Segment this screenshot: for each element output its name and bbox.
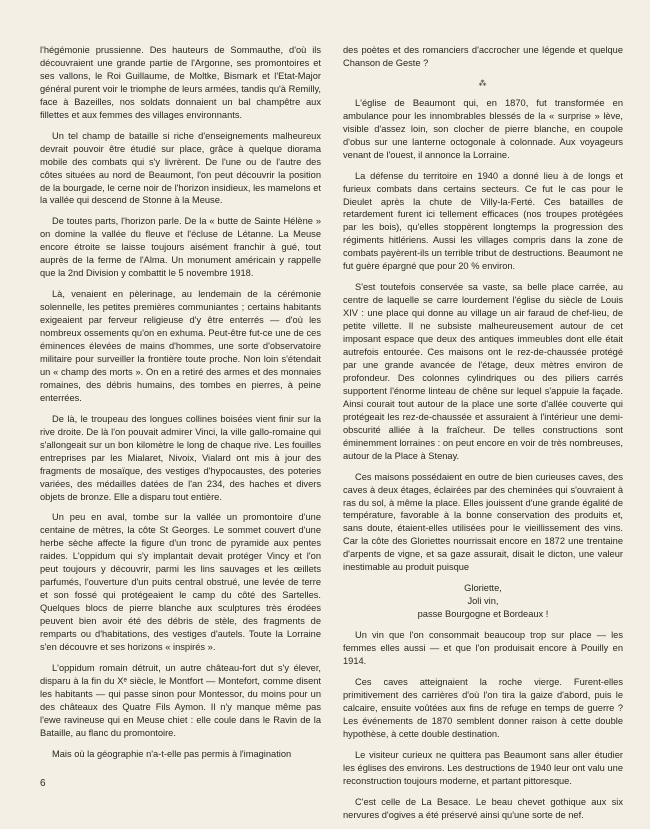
- paragraph: C'est celle de La Besace. Le beau chevet gothique aux six nervures d'ogives a été préservé ainsi qu'une sorte de nef.: [343, 796, 623, 820]
- section-separator: ⁂: [478, 78, 488, 88]
- paragraph: L'église de Beaumont qui, en 1870, fut transformée en ambulance pour les innombrables blessés de la « surprise » lève, visible d'assez loin, son clocher de pierre blanche, en coupole d'obus sur une lanterne octogonale à colonnade. Aux voyageurs venant de l'ouest, il annonce la Lorraine.: [343, 97, 623, 160]
- paragraph: La défense du territoire en 1940 a donné lieu à de longs et furieux combats dans certains secteurs. Ce fut le cas pour le Dieulet après la chute de Villy-la-Ferté. Ces batailles de retardement furent ici tellement efficaces (nos troupes protégées par les bois), qu'elles stoppèrent longtemps la progression des régiments hitlériens. Aussi les villages compris dans la zone de combats payèrent-ils un terrible tribut de destructions. Beaumont ne fut guère épargné que pour 20 % environ.: [343, 170, 623, 272]
- paragraph: l'hégémonie prussienne. Des hauteurs de Sommauthe, d'où ils découvraient une grande partie de l'Argonne, ses promontoires et ses vallons, le Roi Guillaume, de Moltke, Bismark et l'Etat-Major général purent voir le triomphe de leurs armées, tandis qu'à Remilly, face à Bazeilles, nos soldats donnaient un bal champêtre aux fillettes et aux femmes des villages environnants.: [40, 45, 321, 120]
- paragraph: Mais où la géographie n'a-t-elle pas permis à l'imagination: [52, 748, 292, 759]
- paragraph: Là, venaient en pèlerinage, au lendemain de la cérémonie solennelle, les petites premières communiantes ; certains habitants exigeaient par ferveur religieuse d'y être enterrés — d'où les nombreux ossements qu'on en exhuma. Peut-être fut-ce une de ces éminences élevées de mains d'hommes, une sorte d'observatoire militaire pour surveiller la frontière toute proche. Non loin s'étendait un « champ des morts ». On en a retiré des armes et des monnaies romaines, des débris humains, des tombes en pierres, à peine enterrées.: [40, 289, 321, 403]
- paragraph: Un vin que l'on consommait beaucoup trop sur place — les femmes elles aussi — et que l'on produisait encore à Pouilly en 1914.: [343, 630, 623, 666]
- paragraph: S'est toutefois conservée sa vaste, sa belle place carrée, au centre de laquelle se carre lourdement l'église du siècle de Louis XIV : une place qui donne au village un air faraud de chef-lieu, de petite villette. Il ne subsiste malheureusement autour de cet imposant espace que deux des antiques immeubles dont elle était autrefois entourée. Ces maisons ont le rez-de-chaussée protégé par une grande avancée de l'étage, deux mètres environ de profondeur. Des colonnes cylindriques ou des piliers carrés supportent l'énorme linteau de chêne sur lequel s'appuie la façade. Ainsi courait tout autour de la place une sorte d'allée couverte qui protégeait les rez-de-chaussée et assuraient à l'intérieur une demi-obscurité alliée à la fraîcheur. De telles constructions sont éminemment lorraines : on peut encore en voir de très nombreuses, autour de la Place à Stenay.: [343, 282, 623, 461]
- paragraph: Le visiteur curieux ne quittera pas Beaumont sans aller étudier les églises des environs. Les destructions de 1940 leur ont valu une reconstruction toujours moderne, et partant pittoresque.: [343, 749, 623, 786]
- poem-quote: [343, 582, 623, 621]
- paragraph: L'oppidum romain détruit, un autre château-fort dut s'y élever, disparu à la fin du Xᵉ siècle, le Montfort — Montefort, comme disent les habitants — qui passe sinon pour Montessor, du moins pour un des châteaux des Quatre Fils Aymon. Il n'y manque même pas l'ewe ravineuse qui en Meuse chiet : elle coule dans le Ravin de la Bataille, au flanc du promontoire.: [40, 662, 321, 738]
- poem-line: Joli vin,: [467, 596, 499, 607]
- right-column: [343, 44, 623, 829]
- poem-line: passe Bourgogne et Bordeaux !: [417, 609, 549, 620]
- paragraph: De là, le troupeau des longues collines boisées vient finir sur la rive droite. De là l'on pouvait admirer Vinci, la ville gallo-romaine qui s'allongeait sur un bon kilomètre le long de chaque rive. Les fouilles entreprises par les Mialaret, Nivoix, Vialard ont mis à jour des fragments de mosaïque, des vestiges d'hypocaustes, des poteries variées, des médailles datées de l'an 234, des haches et divers objets de bronze. Elle a disparu tout entière.: [40, 413, 321, 502]
- paragraph: Un peu en aval, tombe sur la vallée un promontoire d'une centaine de mètres, la côte St Georges. Le sommet couvert d'une herbe sèche affecte la figure d'un tronc de pyramide aux pentes raides. L'oppidum qui s'y implantait devait protéger Vincy et l'on peut toujours y découvrir, parmi les lins sauvages et les œillets parfumés, l'ouverture d'un puits central obstrué, une levée de terre et son fossé qui protégeaient le camp du côté des Sartelles. Quelques blocs de pierre blanche aux sculptures très érodées peuvent bien avoir été des débris de stèle, des fragments de remparts ou d'habitations, des vestiges d'autels. Toute la Lorraine s'en découvre et ses horizons « inspirés ».: [40, 512, 321, 652]
- poem-line: Gloriette,: [464, 583, 502, 594]
- paragraph: Ces maisons possédaient en outre de bien curieuses caves, des caves à deux étages, éclairées par des cheminées qui s'ouvraient à ras du sol, à même la place. Elles jouissent d'une grande égalité de température, favorable à la bonne conservation des produits et, sans doute, étaient-elles utilisées pour le vieillissement des vins. Car la côte des Gloriettes nourrissait encore en 1872 une trentaine d'arpents de vigne, et sa gaze assurait, disait le dicton, une valeur inestimable au produit puisque: [343, 471, 623, 573]
- paragraph: Ces caves atteignaient la roche vierge. Furent-elles primitivement des carrières d'où l'on tira la gaize d'abord, puis le calcaire, ensuite voûtées aux fins de refuge en temps de guerre ? Les événements de 1870 semblent donner raison à cette double hypothèse, à cette double destination.: [343, 676, 623, 739]
- page-number: 6: [40, 778, 46, 789]
- paragraph: De toutes parts, l'horizon parle. De la « butte de Sainte Hélène » on domine la vallée du fleuve et l'écluse de Létanne. La Meuse encore étroite se laisse toujours aisément franchir à gué, tout auprès de la ferme de l'Alma. Un monument américain y rappelle que la 2nd Division y combattit le 5 novembre 1918.: [40, 216, 321, 279]
- paragraph: des poètes et des romanciers d'accrocher une légende et quelque Chanson de Geste ?: [343, 45, 623, 68]
- paragraph: Un tel champ de bataille si riche d'enseignements malheureux devrait pouvoir être étudié sur place, grâce à quelque diorama mobile des combats qui s'y livrèrent. De l'une ou de l'autre des côtes situées au nord de Beaumont, l'on peut découvrir la position de la bourgade, le cerne noir de l'horizon insidieux, les mamelons et la vallée qui descend de Stonne à la Meuse.: [40, 130, 321, 206]
- left-column: [40, 44, 321, 769]
